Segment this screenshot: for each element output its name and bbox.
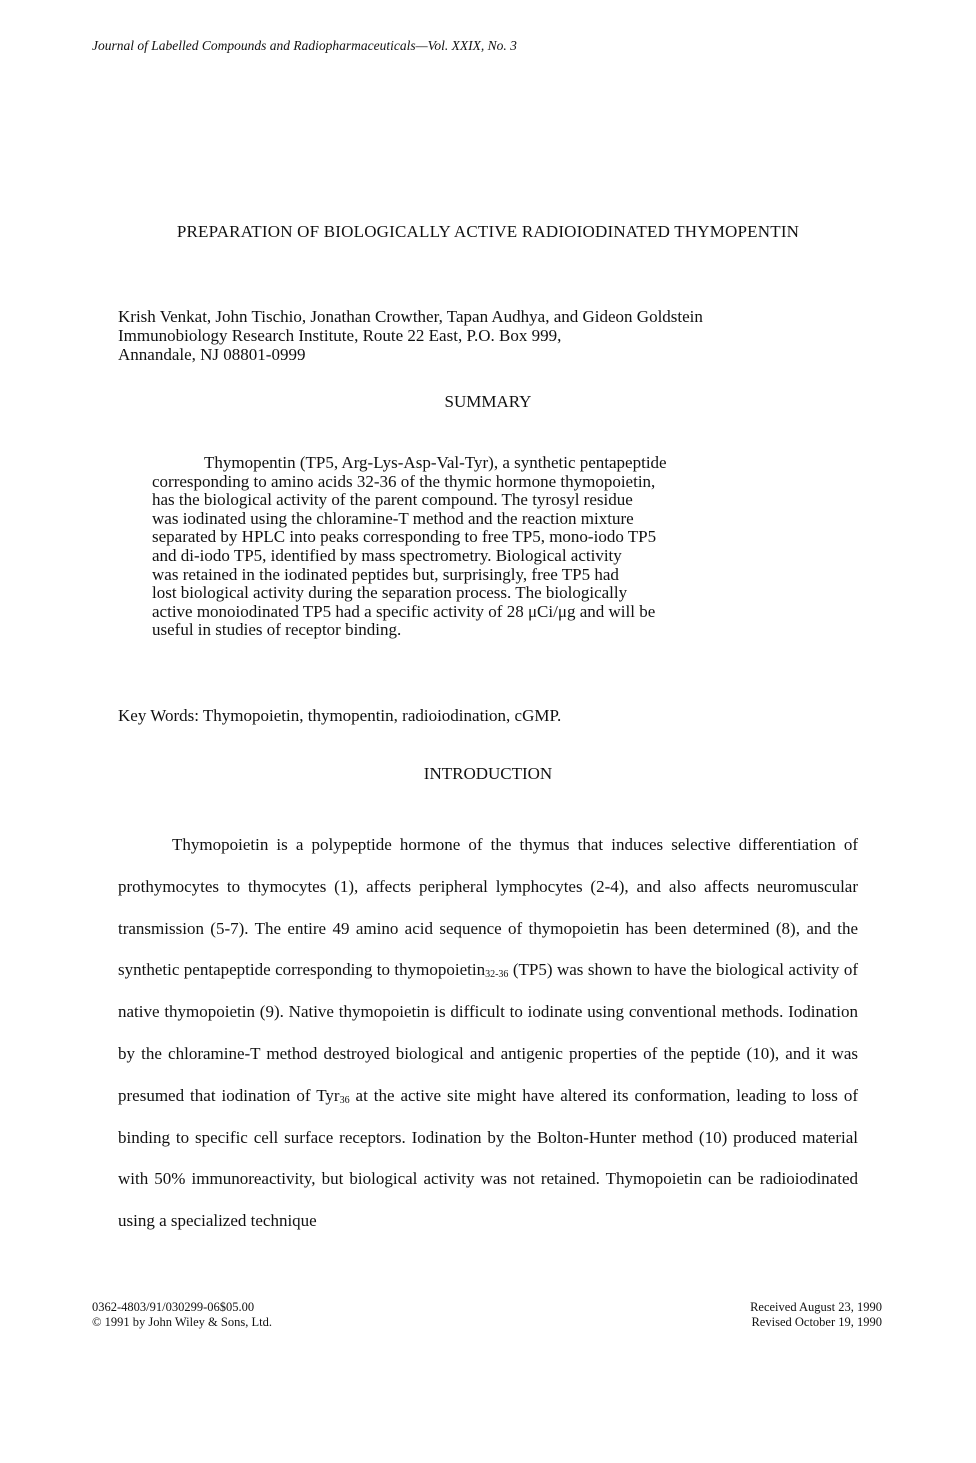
abstract-line: has the biological activity of the parent compound. The tyrosyl residue — [152, 490, 633, 510]
abstract — [152, 454, 792, 640]
abstract-line: active monoiodinated TP5 had a specific activity of 28 μCi/μg and will be — [152, 601, 656, 621]
abstract-line: separated by HPLC into peaks corresponding to free TP5, mono-iodo TP5 — [152, 527, 657, 547]
article-code: 0362-4803/91/030299-06$05.00 — [92, 1300, 255, 1314]
author-location: Annandale, NJ 08801-0999 — [118, 345, 306, 364]
introduction-heading: INTRODUCTION — [423, 764, 553, 783]
author-names: Krish Venkat, John Tischio, Jonathan Crowther, Tapan Audhya, and Gideon Goldstein — [118, 307, 703, 326]
abstract-line: Thymopentin (TP5, Arg-Lys-Asp-Val-Tyr), a synthetic pentapeptide — [204, 453, 667, 472]
intro-text-part: Thymopoietin is a polypeptide hormone of the thymus that induces selective differentiation of prothymocytes to thymocytes (1), affects peripheral lymphocytes (2-4), and also affects neuromuscular transmission (5-7). The entire 49 amino acid sequence of thymopoietin has been determined (8), and the synthetic pentapeptide corresponding to thymopoietin — [118, 835, 858, 980]
abstract-line: corresponding to amino acids 32-36 of the thymic hormone thymopoietin, — [152, 471, 656, 491]
authors-block — [118, 307, 703, 364]
introduction-paragraph — [118, 824, 858, 1242]
subscript: 32-36 — [485, 969, 509, 981]
subscript: 36 — [339, 1094, 350, 1106]
revised-date: Revised October 19, 1990 — [751, 1315, 882, 1329]
abstract-line: lost biological activity during the separation process. The biologically — [152, 583, 628, 603]
paper-title: PREPARATION OF BIOLOGICALLY ACTIVE RADIOIODINATED THYMOPENTIN — [176, 222, 800, 241]
footer-left — [92, 1300, 272, 1330]
author-institution: Immunobiology Research Institute, Route 22 East, P.O. Box 999, — [118, 326, 562, 345]
footer-right — [750, 1300, 882, 1330]
intro-text-part: (TP5) was shown to have the biological activity of native thymopoietin (9). Native thymopoietin is difficult to iodinate using conventional methods. Iodination by the chloramine-T method destroyed biological and antigenic properties of the peptide (10), and it was presumed that iodination of Tyr — [118, 960, 859, 1105]
abstract-line: useful in studies of receptor binding. — [152, 620, 402, 640]
intro-text-part: at the active site might have altered its conformation, leading to loss of binding to specific cell surface receptors. Iodination by the Bolton-Hunter method (10) produced material with 50% immunoreactivity, but biological activity was not retained. Thymopoietin can be radioiodinated using a specialized technique — [118, 1085, 858, 1231]
keywords: Key Words: Thymopoietin, thymopentin, radioiodination, cGMP. — [118, 706, 562, 725]
journal-header: Journal of Labelled Compounds and Radiopharmaceuticals—Vol. XXIX, No. 3 — [92, 38, 517, 53]
abstract-line: was iodinated using the chloramine-T method and the reaction mixture — [152, 508, 634, 528]
received-date: Received August 23, 1990 — [750, 1300, 882, 1314]
copyright: © 1991 by John Wiley & Sons, Ltd. — [92, 1315, 272, 1329]
abstract-line: and di-iodo TP5, identified by mass spectrometry. Biological activity — [152, 545, 622, 565]
abstract-line: was retained in the iodinated peptides but, surprisingly, free TP5 had — [152, 564, 619, 584]
summary-heading: SUMMARY — [444, 392, 532, 411]
